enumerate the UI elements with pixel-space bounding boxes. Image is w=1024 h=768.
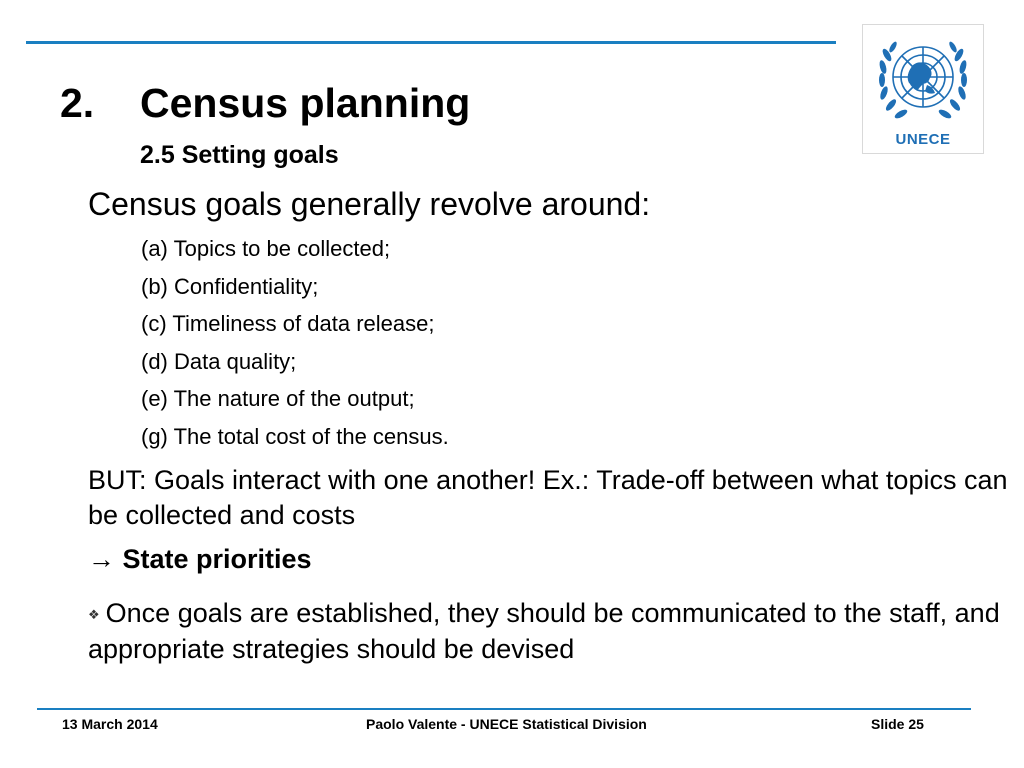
top-divider bbox=[26, 41, 836, 44]
logo-label: UNECE bbox=[895, 131, 951, 148]
section-number: 2. bbox=[60, 80, 95, 126]
goal-item: (b) Confidentiality; bbox=[141, 273, 319, 299]
goal-item: (d) Data quality; bbox=[141, 348, 297, 374]
unece-logo bbox=[862, 24, 984, 154]
but-paragraph: BUT: Goals interact with one another! Ex.: Trade-off between what topics can be collected and costs bbox=[88, 465, 1008, 530]
priority-text: State priorities bbox=[122, 544, 312, 574]
arrow-right-icon: → bbox=[88, 544, 115, 574]
priority-line bbox=[88, 542, 312, 577]
goal-item: (a) Topics to be collected; bbox=[141, 236, 391, 261]
goals-list bbox=[141, 235, 449, 461]
footer-date: 13 March 2014 bbox=[62, 716, 158, 732]
un-emblem-icon bbox=[863, 25, 983, 131]
bottom-divider bbox=[37, 708, 971, 710]
goal-item: (c) Timeliness of data release; bbox=[141, 311, 435, 337]
goal-item: (g) The total cost of the census. bbox=[141, 423, 449, 449]
note-text: Once goals are established, they should be communicated to the staff, and appropriate strategies should be devised bbox=[88, 598, 1000, 664]
intro-text: Census goals generally revolve around: bbox=[88, 186, 651, 222]
goal-item: (e) The nature of the output; bbox=[141, 386, 415, 412]
slide-number: Slide 25 bbox=[871, 716, 924, 732]
footer-author: Paolo Valente - UNECE Statistical Division bbox=[366, 716, 647, 732]
diamond-bullet-icon: ❖ bbox=[88, 607, 100, 622]
slide-title: Census planning bbox=[140, 80, 471, 126]
note-paragraph bbox=[88, 596, 1013, 667]
slide-subtitle: 2.5 Setting goals bbox=[140, 141, 339, 169]
